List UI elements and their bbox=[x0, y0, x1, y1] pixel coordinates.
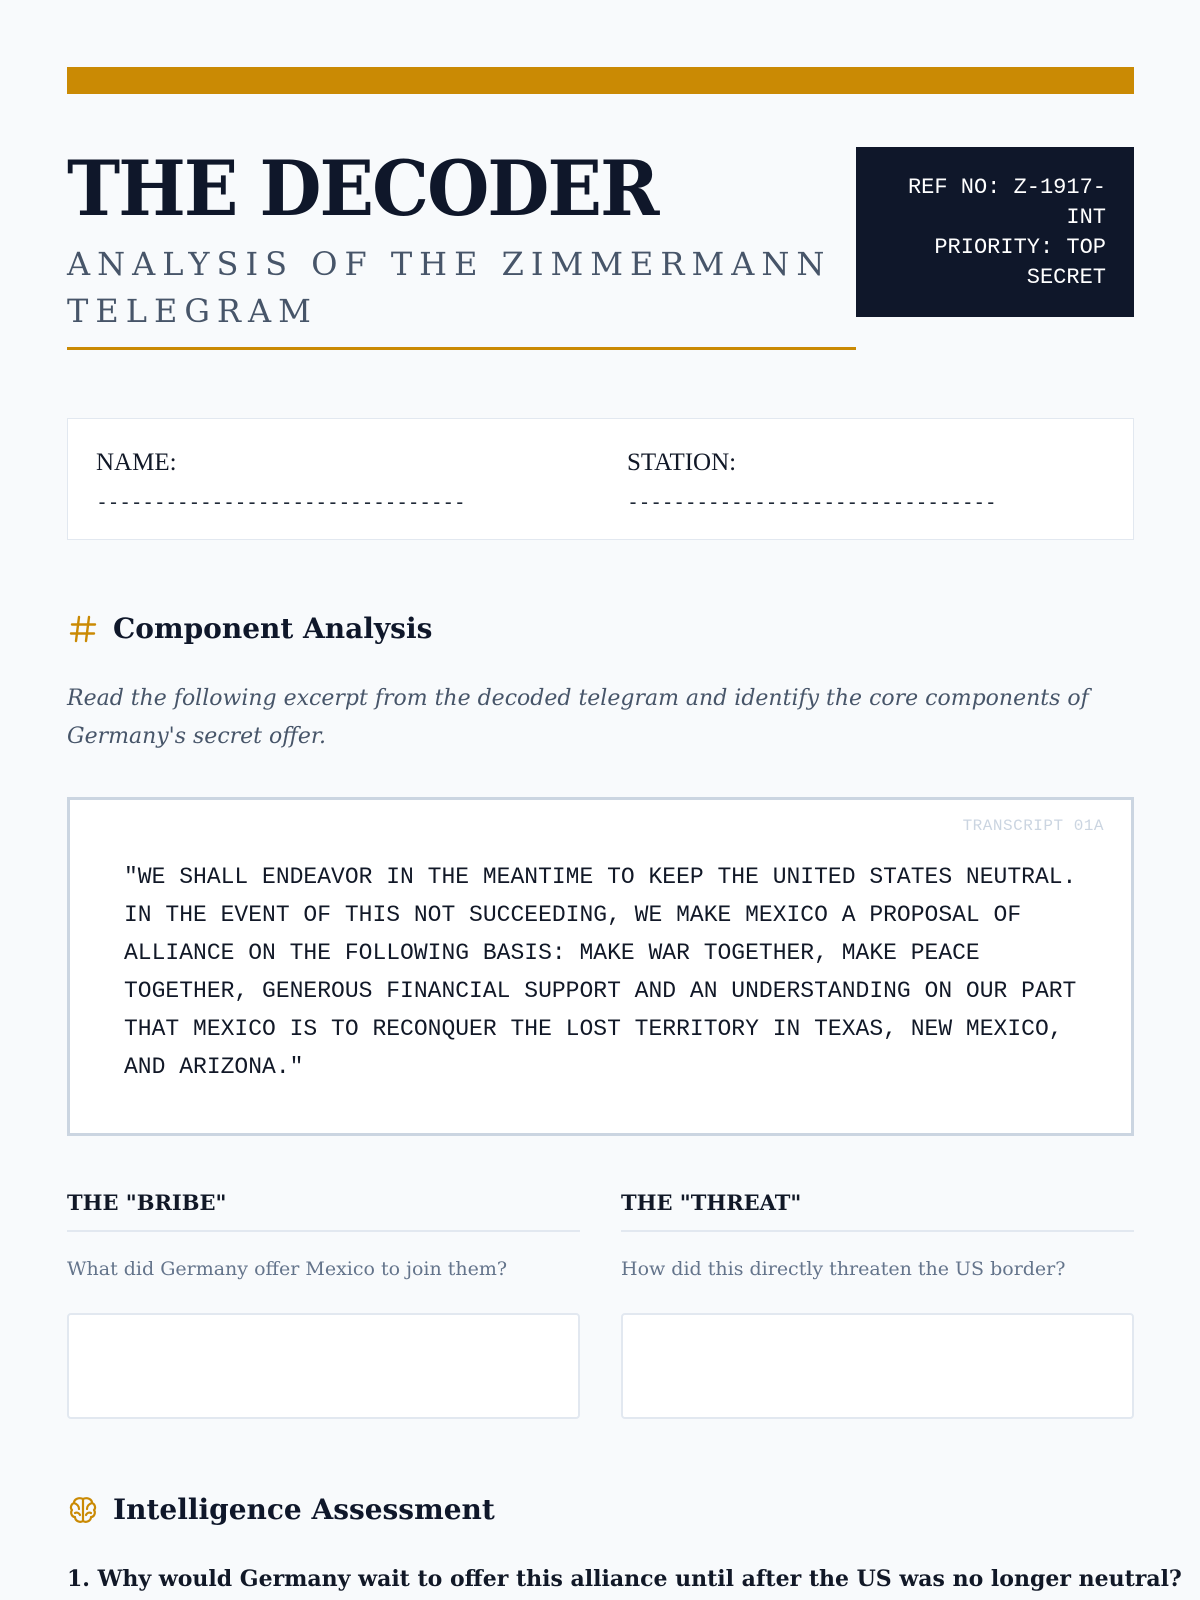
bribe-question: What did Germany offer Mexico to join them? bbox=[67, 1258, 508, 1280]
priority-line: PRIORITY: TOP bbox=[934, 235, 1106, 260]
bribe-answer-box[interactable] bbox=[67, 1313, 580, 1419]
threat-question: How did this directly threaten the US border? bbox=[621, 1258, 1066, 1280]
threat-answer-box[interactable] bbox=[621, 1313, 1134, 1419]
name-blank-line[interactable]: -------------------------------- bbox=[96, 490, 466, 514]
student-info-box bbox=[67, 418, 1134, 540]
brain-icon bbox=[67, 1494, 99, 1526]
transcript-tag: TRANSCRIPT 01A bbox=[962, 817, 1104, 835]
assessment-question-1: 1. Why would Germany wait to offer this alliance until after the US was no longer neutral? bbox=[67, 1566, 1182, 1592]
section-title: Intelligence Assessment bbox=[113, 1493, 495, 1526]
name-field[interactable] bbox=[96, 447, 465, 517]
ref-line: REF NO: Z-1917- bbox=[907, 175, 1106, 200]
ref-line: INT bbox=[1066, 205, 1106, 230]
station-label: STATION: bbox=[627, 449, 737, 476]
section-title: Component Analysis bbox=[113, 612, 433, 645]
instructions-text: Read the following excerpt from the decoded telegram and identify the core components of Germany's secret offer. bbox=[67, 686, 1089, 749]
hash-icon bbox=[67, 613, 99, 645]
priority-line: SECRET bbox=[1026, 265, 1106, 290]
station-blank-line[interactable]: -------------------------------- bbox=[627, 490, 997, 514]
transcript-box bbox=[67, 797, 1134, 1136]
reference-badge bbox=[856, 147, 1134, 317]
transcript-text: "WE SHALL ENDEAVOR IN THE MEANTIME TO KEEP THE UNITED STATES NEUTRAL. IN THE EVENT OF THIS NOT SUCCEEDING, WE MAKE MEXICO A PROPOSAL OF ALLIANCE ON THE FOLLOWING BASIS: MAKE WAR TOGETHER, MAKE PEACE TOGETHER, GENEROUS FINANCIAL SUPPORT AND AN UNDERSTANDING ON OUR PART THAT MEXICO IS TO RECONQUER THE LOST TERRITORY IN TEXAS, NEW MEXICO, AND ARIZONA." bbox=[124, 864, 1077, 1080]
page-title: THE DECODER bbox=[67, 144, 658, 233]
component-analysis-heading bbox=[67, 612, 432, 645]
page-subtitle: ANALYSIS OF THE ZIMMERMANN TELEGRAM bbox=[67, 245, 832, 330]
title-block bbox=[67, 145, 856, 350]
threat-title: THE "THREAT" bbox=[621, 1190, 1134, 1232]
intelligence-assessment-heading bbox=[67, 1493, 495, 1526]
station-field[interactable] bbox=[627, 447, 996, 517]
name-label: NAME: bbox=[96, 449, 177, 476]
threat-column bbox=[621, 1190, 1134, 1419]
bribe-title: THE "BRIBE" bbox=[67, 1190, 580, 1232]
bribe-column bbox=[67, 1190, 580, 1419]
header-accent-bar bbox=[67, 67, 1134, 94]
